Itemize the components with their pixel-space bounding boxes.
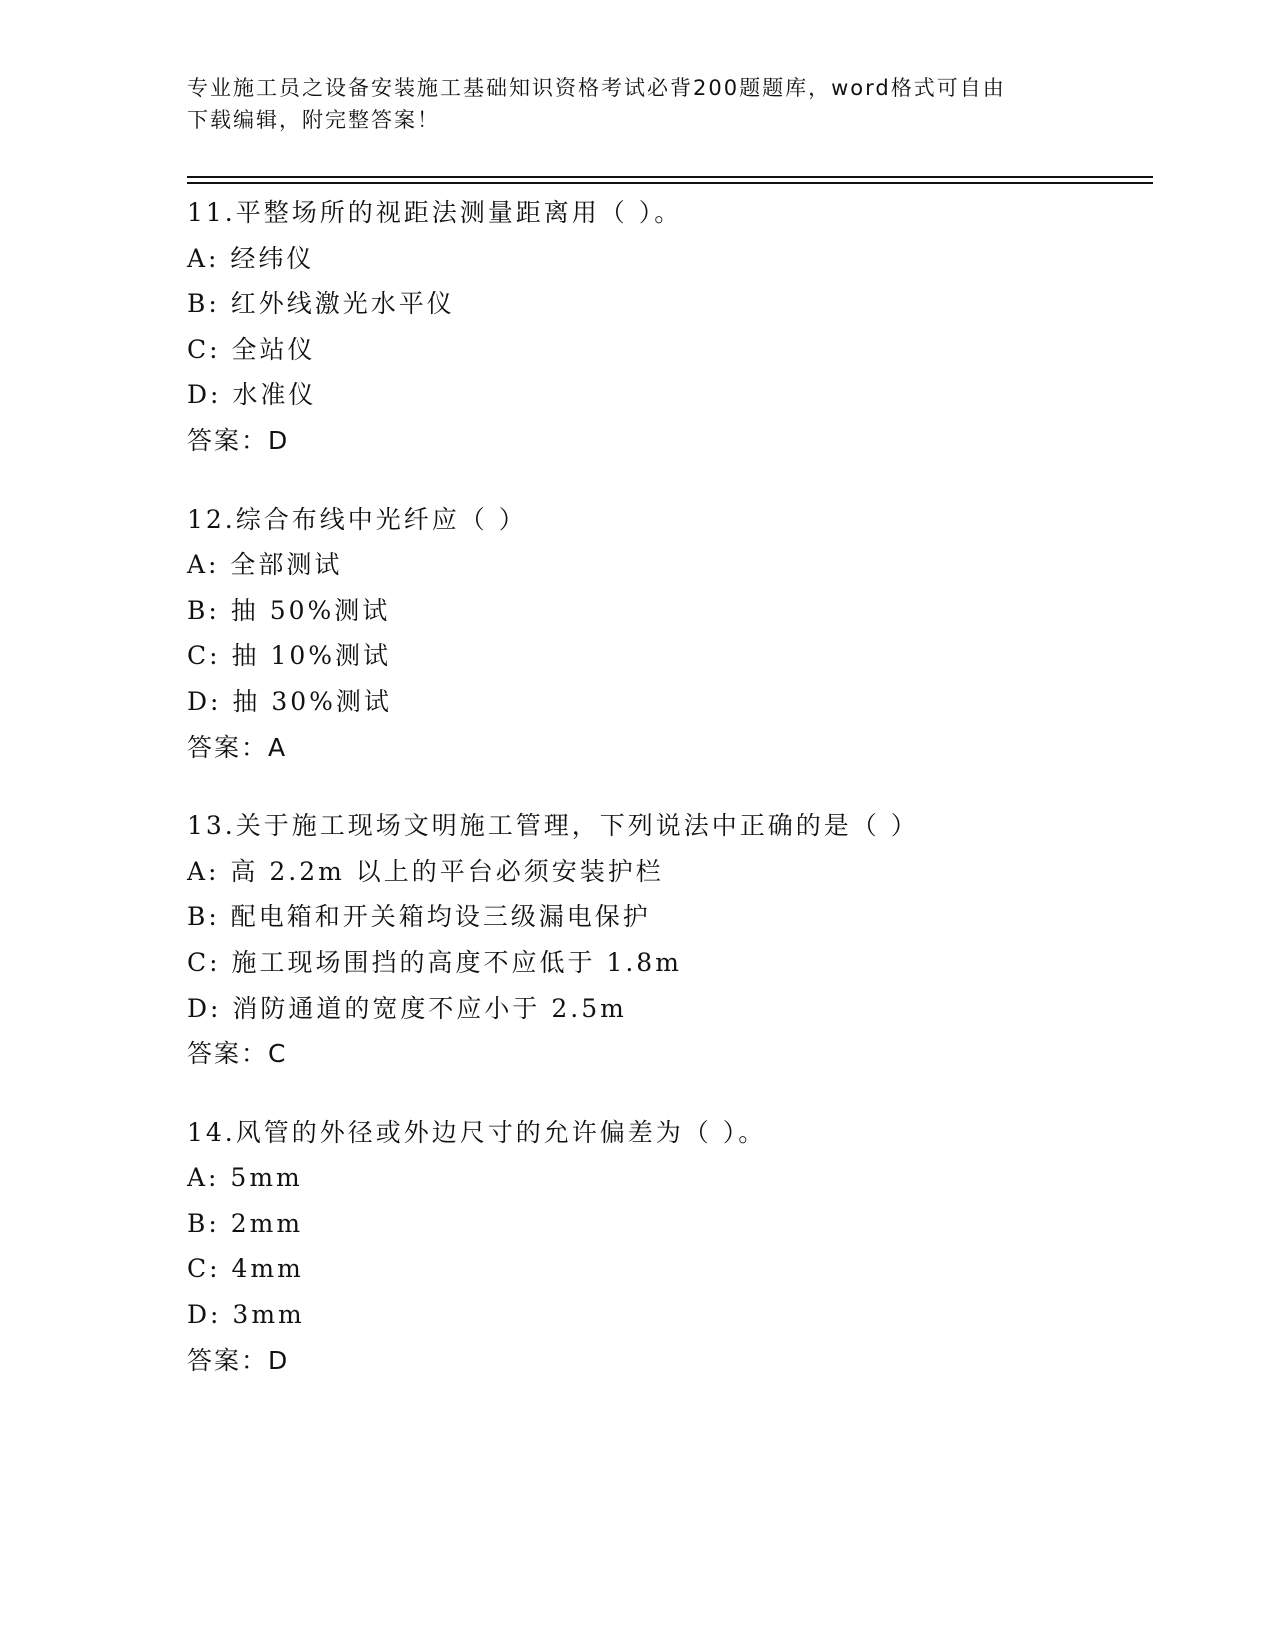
option-a: A: 5mm <box>187 1163 303 1193</box>
option-a: A: 全部测试 <box>187 550 343 580</box>
option-a: A: 经纬仪 <box>187 243 315 273</box>
question-12 <box>187 497 1147 771</box>
option-c: C: 4mm <box>187 1254 304 1284</box>
option-d: D: 抽 30%测试 <box>187 686 392 716</box>
question-stem: 13.关于施工现场文明施工管理，下列说法中正确的是（ ） <box>187 811 919 841</box>
question-stem: 12.综合布线中光纤应（ ） <box>187 504 527 534</box>
answer: 答案：C <box>187 1039 288 1069</box>
option-b: B: 2mm <box>187 1208 304 1238</box>
header-divider-bottom <box>187 182 1153 184</box>
question-13 <box>187 803 1147 1077</box>
header-divider-top <box>187 176 1153 178</box>
question-list <box>187 190 1147 1416</box>
option-b: B: 配电箱和开关箱均设三级漏电保护 <box>187 902 651 932</box>
option-b: B: 抽 50%测试 <box>187 595 391 625</box>
option-a: A: 高 2.2m 以上的平台必须安装护栏 <box>187 856 664 886</box>
option-c: C: 抽 10%测试 <box>187 641 392 671</box>
question-stem: 11.平整场所的视距法测量距离用（ ）。 <box>187 198 683 227</box>
question-14 <box>187 1110 1147 1384</box>
answer: 答案：A <box>187 732 288 762</box>
answer: 答案：D <box>187 425 290 455</box>
question-stem: 14.风管的外径或外边尺寸的允许偏差为（ ）。 <box>187 1117 767 1147</box>
option-c: C: 施工现场围挡的高度不应低于 1.8m <box>187 947 682 977</box>
option-c: C: 全站仪 <box>187 334 316 364</box>
document-header <box>187 72 1087 136</box>
option-d: D: 水准仪 <box>187 380 317 410</box>
question-11 <box>187 190 1147 464</box>
option-b: B: 红外线激光水平仪 <box>187 289 455 319</box>
option-d: D: 消防通道的宽度不应小于 2.5m <box>187 993 627 1023</box>
header-line-1: 专业施工员之设备安装施工基础知识资格考试必背200题题库，word格式可自由 <box>187 76 1006 100</box>
option-d: D: 3mm <box>187 1300 305 1330</box>
header-line-2: 下载编辑，附完整答案！ <box>187 108 440 132</box>
answer: 答案：D <box>187 1345 290 1375</box>
